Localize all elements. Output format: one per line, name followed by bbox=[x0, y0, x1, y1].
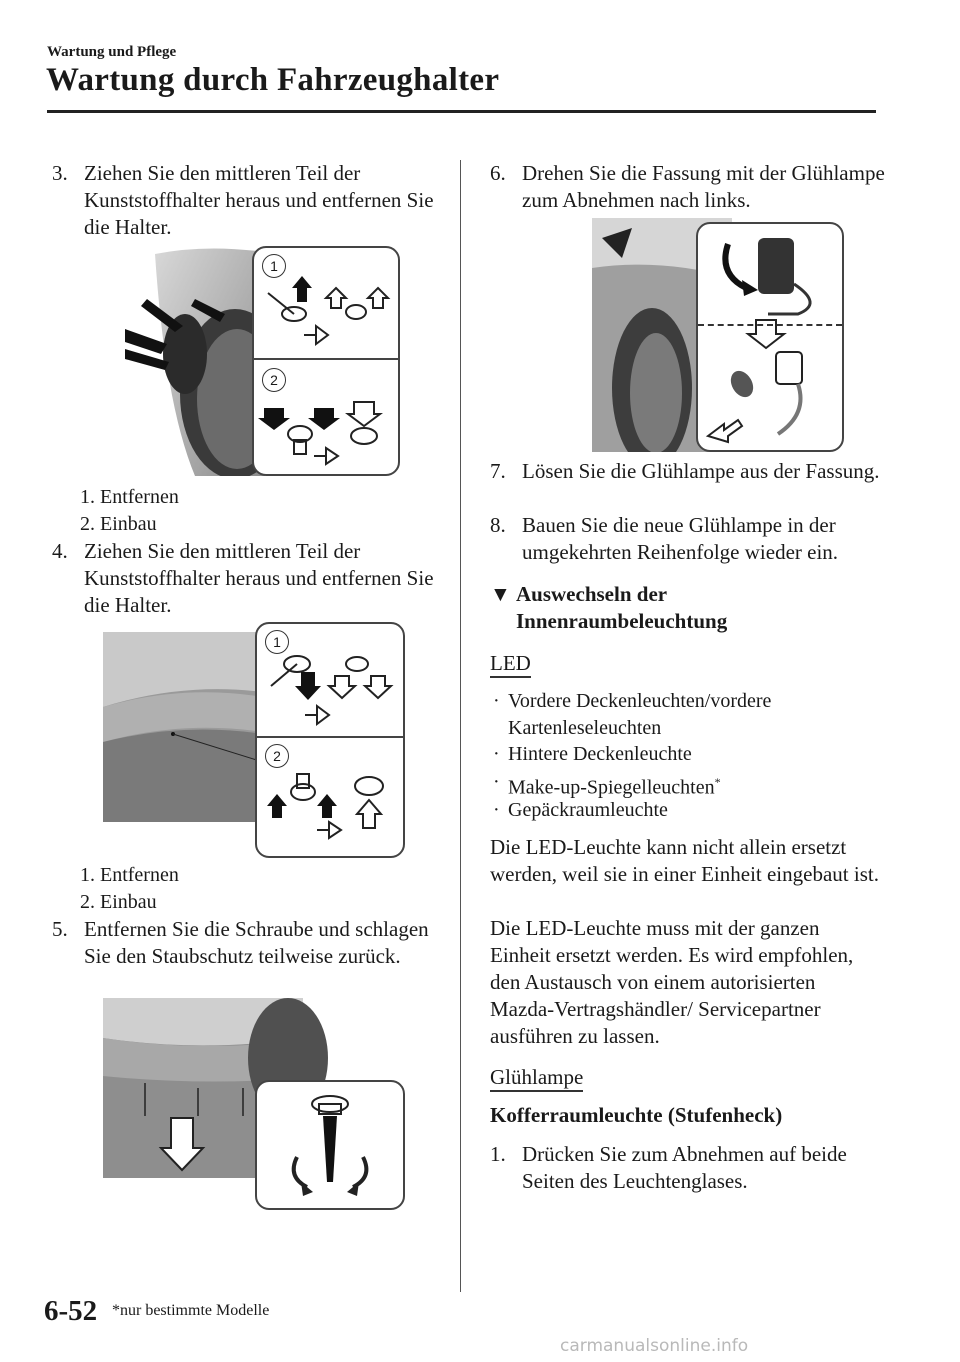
fig2-caption-1: 1. Entfernen bbox=[80, 864, 179, 886]
bullet-icon: · bbox=[493, 690, 500, 712]
bullet-text: Vordere Deckenleuchten/vordere Kartenleseleuchten bbox=[508, 690, 772, 739]
step-number: 7. bbox=[490, 459, 506, 483]
screw-detail-panel bbox=[255, 1080, 405, 1210]
fig1-caption-1: 1. Entfernen bbox=[80, 486, 179, 508]
clip-arrows-icon bbox=[257, 624, 403, 856]
footnote: *nur bestimmte Modelle bbox=[112, 1302, 270, 1319]
step-text: Ziehen Sie den mittleren Teil der Kunststoffhalter heraus und entfernen Sie die Halter. bbox=[84, 161, 434, 239]
step-6 bbox=[490, 160, 890, 214]
step-1 bbox=[490, 1141, 890, 1195]
clip-detail-panel bbox=[252, 246, 400, 476]
bullet-icon: · bbox=[493, 799, 500, 821]
gluehlampe-subheading bbox=[490, 1064, 583, 1092]
bullet-item bbox=[493, 797, 883, 824]
page-number: 6-52 bbox=[44, 1295, 98, 1327]
figure-dust-cover bbox=[103, 998, 405, 1210]
step-number: 1. bbox=[490, 1142, 506, 1166]
kofferraum-heading: Kofferraumleuchte (Stufenheck) bbox=[490, 1103, 783, 1127]
clip-detail-panel bbox=[255, 622, 405, 858]
fig1-caption-2: 2. Einbau bbox=[80, 513, 157, 535]
clip-arrows-icon bbox=[254, 248, 398, 474]
figure-bumper-clip bbox=[103, 622, 405, 858]
triangle-marker-icon: ▼ bbox=[490, 582, 511, 606]
led-paragraph-2: Die LED-Leuchte muss mit der ganzen Einheit ersetzt werden. Es wird empfohlen, den Austausch von einem autorisierten Mazda-Vertragshändler/ Servicepartner ausführen zu lassen. bbox=[490, 916, 854, 1048]
socket-rotate-icon bbox=[698, 224, 842, 450]
step-5 bbox=[52, 916, 442, 970]
led-subheading bbox=[490, 650, 531, 678]
step-text: Drehen Sie die Fassung mit der Glühlampe zum Abnehmen nach links. bbox=[522, 161, 885, 212]
section-title: Wartung und Pflege bbox=[47, 44, 177, 60]
label-1-icon: 1 bbox=[262, 254, 286, 278]
socket-detail-panel bbox=[696, 222, 844, 452]
bullet-text: Hintere Deckenleuchte bbox=[508, 743, 692, 765]
step-text: Bauen Sie die neue Glühlampe in der umgekehrten Reihenfolge wieder ein. bbox=[522, 513, 839, 564]
step-7 bbox=[490, 458, 890, 485]
screwdriver-icon bbox=[257, 1082, 403, 1208]
step-4 bbox=[52, 538, 437, 619]
label-2-icon: 2 bbox=[262, 368, 286, 392]
bullet-text: Make-up-Spiegelleuchten bbox=[508, 776, 715, 799]
step-number: 3. bbox=[52, 161, 68, 185]
asterisk-mark: * bbox=[714, 775, 721, 789]
step-text: Ziehen Sie den mittleren Teil der Kunststoffhalter heraus und entfernen Sie die Halter. bbox=[84, 539, 434, 617]
bullet-text: Gepäckraumleuchte bbox=[508, 799, 668, 821]
step-number: 6. bbox=[490, 161, 506, 185]
page-title: Wartung durch Fahrzeughalter bbox=[46, 62, 500, 98]
step-number: 4. bbox=[52, 539, 68, 563]
step-3 bbox=[52, 160, 437, 241]
watermark: carmanualsonline.info bbox=[560, 1336, 749, 1356]
led-label: LED bbox=[490, 651, 531, 678]
label-2-icon: 2 bbox=[265, 744, 289, 768]
led-paragraph-1: Die LED-Leuchte kann nicht allein ersetzt werden, weil sie in einer Einheit eingebaut ist. bbox=[490, 835, 879, 886]
bullet-item bbox=[493, 741, 883, 768]
figure-bulb-socket bbox=[592, 218, 844, 452]
step-text: Lösen Sie die Glühlampe aus der Fassung. bbox=[522, 459, 880, 483]
heading-text: Auswechseln der Innenraumbeleuchtung bbox=[516, 582, 728, 633]
label-1-icon: 1 bbox=[265, 630, 289, 654]
step-text: Drücken Sie zum Abnehmen auf beide Seiten des Leuchtenglases. bbox=[522, 1142, 847, 1193]
fig2-caption-2: 2. Einbau bbox=[80, 891, 157, 913]
bullet-icon: · bbox=[493, 771, 500, 793]
bullet-item bbox=[493, 688, 883, 742]
bullet-icon: · bbox=[493, 743, 500, 765]
header-rule bbox=[47, 110, 876, 113]
gluehlampe-label: Glühlampe bbox=[490, 1065, 583, 1092]
step-text: Entfernen Sie die Schraube und schlagen Sie den Staubschutz teilweise zurück. bbox=[84, 917, 429, 968]
column-divider bbox=[460, 160, 461, 1292]
figure-fender-clip bbox=[125, 244, 400, 476]
step-number: 5. bbox=[52, 917, 68, 941]
section-heading bbox=[490, 581, 790, 635]
step-8 bbox=[490, 512, 890, 566]
step-number: 8. bbox=[490, 513, 506, 537]
